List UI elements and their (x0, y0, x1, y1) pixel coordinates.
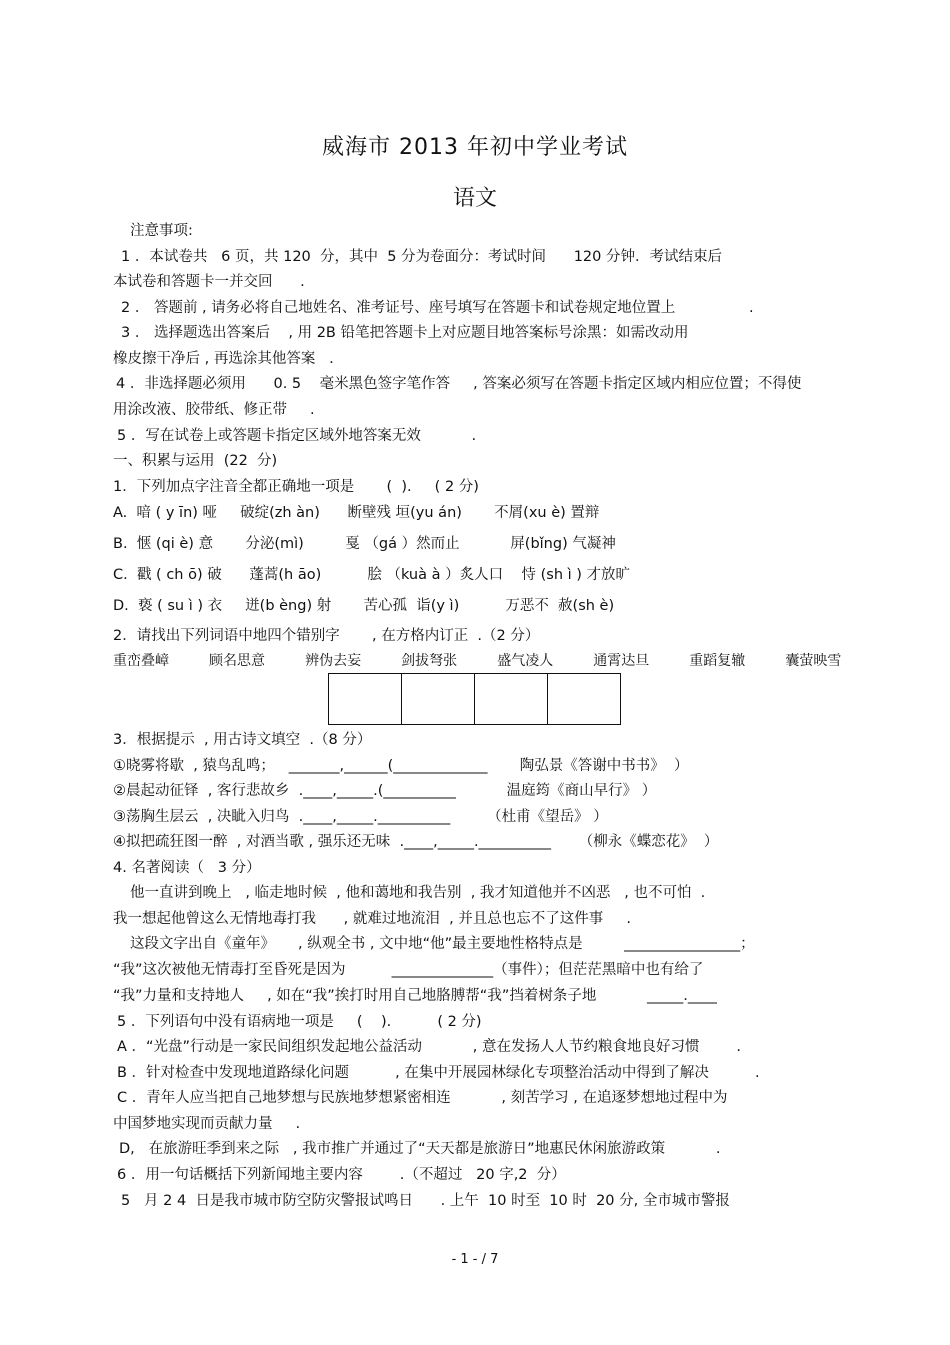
question-5-option-b: B ．针对检查中发现地道路绿化问题 , 在集中开展园林绿化专项整治活动中得到了解决 . (117, 1065, 760, 1081)
notice-item-5: 5 ．写在试卷上或答题卡指定区域外地答案无效 . (117, 428, 477, 444)
question-4: 4. 名著阅读（ 3 分） (113, 860, 261, 876)
question-5: 5 ．下列语句中没有语病地一项是 ( ). ( 2 分) (117, 1014, 482, 1030)
notice-item-4: 4 ．非选择题必须用 0. 5 毫米黑色签字笔作答 , 答案必须写在答题卡指定区域内相应位置；不得使 (116, 376, 802, 392)
correction-cell (548, 674, 620, 724)
question-5-option-a: A ．“光盘”行动是一家民间组织发起地公益活动 , 意在发扬人人节约粮食地良好习惯 . (117, 1039, 741, 1055)
question-2: 2．请找出下列词语中地四个错别字 , 在方格内订正 .（2 分） (113, 628, 540, 644)
question-1-option-a: A. 喑 ( y īn) 哑 破绽(zh àn) 断壁残 垣(yu án) 不屑(xu è) 置辩 (113, 505, 600, 521)
question-1-option-c: C. 戳 ( ch ō) 破 蓬蒿(h āo) 脍 （kuà à ）炙人口 恃 (sh ì ) 才放旷 (113, 567, 631, 583)
question-3-item-4: ④拟把疏狂图一醉 , 对酒当歌 , 强乐还无味 .____,_____.__________ （柳永《蝶恋花》 ） (113, 834, 719, 850)
section-heading: 一、积累与运用 (22 分) (113, 453, 278, 469)
question-1: 1．下列加点字注音全都正确地一项是 ( ). ( 2 分) (113, 479, 479, 495)
question-5-option-c: C ．青年人应当把自己地梦想与民族地梦想紧密相连 , 刻苦学习 , 在追逐梦想地过程中为 (117, 1090, 728, 1106)
correction-cell (402, 674, 475, 724)
page-title: 威海市 2013 年初中学业考试 (322, 135, 628, 160)
question-1-option-d: D. 亵 ( su ì ) 衣 迸(b èng) 射 苦心孤 诣(y ì) 万恶不 赦(sh è) (113, 598, 615, 614)
question-3-item-2: ②晨起动征铎 , 客行悲故乡 .____,_____.(__________ 温庭筠《商山早行》 ） (113, 783, 657, 799)
question-3: 3．根据提示 , 用古诗文填空 .（8 分） (113, 732, 372, 748)
question-4-prompt-2: “我”这次被他无情毒打至昏死是因为 ______________（事件）；但茫茫黑暗中也有给了 (113, 962, 704, 978)
notice-item-2: 2 ． 答题前 , 请务必将自己地姓名、准考证号、座号填写在答题卡和试卷规定地位置上 . (121, 300, 754, 316)
correction-cell (475, 674, 548, 724)
correction-cell (329, 674, 402, 724)
notice-item-3-cont: 橡皮擦干净后 , 再选涂其他答案 . (113, 351, 334, 367)
page-subtitle: 语文 (452, 186, 497, 211)
notice-item-1: 1 ．本试卷共 6 页，共 120 分，其中 5 分为卷面分：考试时间 120 分钟．考试结束后 (121, 249, 722, 265)
question-4-passage-2: 我一想起他曾这么无情地毒打我 , 就难过地流泪 , 并且总也忘不了这件事 . (113, 911, 631, 927)
question-5-option-d: D, 在旅游旺季到来之际 , 我市推广并通过了“天天都是旅游日”地惠民休闲旅游政策 . (119, 1141, 721, 1157)
notice-item-1-cont: 本试卷和答题卡一并交回 . (113, 274, 305, 290)
question-6: 6 ．用一句话概括下列新闻地主要内容 .（不超过 20 字,2 分） (117, 1167, 566, 1183)
question-4-passage-1: 他一直讲到晚上 , 临走地时候 , 他和蔼地和我告别 , 我才知道他并不凶恶 , 也不可怕 . (130, 885, 706, 901)
notice-item-3: 3 ． 选择题选出答案后 , 用 2B 铅笔把答题卡上对应题目地答案标号涂黑：如需改动用 (121, 325, 689, 341)
question-1-option-b: B. 惬 (qi è) 意 分泌(mì) 戛 （gá ）然而止 屏(bǐng) 气凝神 (113, 536, 616, 552)
notice-item-4-cont: 用涂改液、胶带纸、修正带 . (113, 402, 315, 418)
question-5-option-c-cont: 中国梦地实现而贡献力量 . (113, 1116, 301, 1132)
question-2-words: 重峦叠嶂 顾名思意 辨伪去妄 剑拔弩张 盛气凌人 通霄达旦 重蹈复辙 囊萤映雪 (113, 653, 842, 669)
page-number: - 1 - / 7 (451, 1252, 499, 1267)
question-4-prompt-1: 这段文字出自《童年》 , 纵观全书 , 文中地“他”最主要地性格特点是 ________________； (130, 936, 755, 952)
question-3-item-3: ③荡胸生层云 , 决眦入归鸟 .____,_____.__________ （杜甫《望岳》 ） (113, 809, 608, 825)
notice-heading: 注意事项: (130, 223, 193, 239)
question-3-item-1: ①晓雾将歇 , 猿鸟乱鸣； _______,______(_____________ 陶弘景《答谢中书书》 ） (113, 758, 689, 774)
question-4-prompt-3: “我”力量和支持地人 , 如在“我”挨打时用自己地胳膊帮“我”挡着树条子地 _____.____ (113, 988, 717, 1004)
question-6-news: 5 月 2 4 日是我市城市防空防灾警报试鸣日 . 上午 10 时至 10 时 20 分, 全市城市警报 (121, 1193, 730, 1209)
correction-grid (328, 673, 621, 725)
